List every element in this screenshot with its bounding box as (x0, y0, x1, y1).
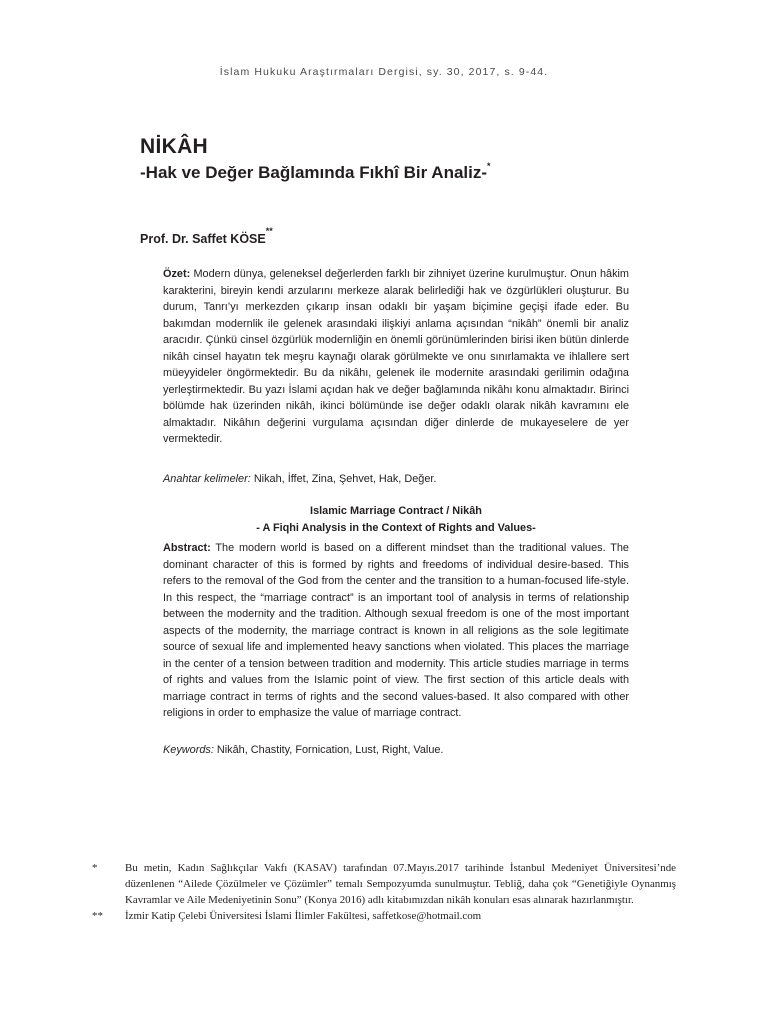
turkish-abstract-label: Özet: (163, 268, 191, 280)
turkish-abstract (163, 266, 629, 448)
english-keywords (163, 742, 629, 759)
english-abstract-text: The modern world is based on a different mindset than the traditional values. The dominant character of this is formed by rights and freedoms of individual desire-based. This refers to the removal of the God from the center and the transition to a human-focused life-style. In this respect, the “marriage contract” is an important tool of analysis in terms of relationship between the modernity and the tradition. Although sexual freedom is one of the most important aspects of the modernity, the marriage contract is known in all religions as the sole legitimate source of sexual life and implemented heavy sanctions when violated. This places the marriage in the center of a tension between tradition and modernity. This article studies marriage in terms of rights and values from the Islamic point of view. The first section of this article deals with marriage contract in terms of rights and the second values-based. It also compared with other religions in order to emphasize the value of marriage contract. (163, 542, 629, 719)
footnotes (92, 860, 676, 924)
footnote (92, 908, 676, 924)
running-header: İslam Hukuku Araştırmaları Dergisi, sy. 30, 2017, s. 9-44. (219, 66, 549, 78)
turkish-keywords-label: Anahtar kelimeler: (163, 473, 251, 485)
turkish-keywords (163, 471, 629, 488)
author-name (140, 226, 273, 246)
turkish-keywords-text: Nikah, İffet, Zina, Şehvet, Hak, Değer. (253, 473, 437, 485)
subtitle-footnote-mark: * (487, 161, 491, 171)
english-subtitle: - A Fiqhi Analysis in the Context of Rights and Values- (256, 522, 536, 534)
footnote-text: Bu metin, Kadın Sağlıkçılar Vakfı (KASAV) tarafından 07.Mayıs.2017 tarihinde İstanbul Medeniyet Üniversitesi’nde düzenlenen “Ailede Çözülmeler ve Çözümler” temalı Sempozyumda sunulmuştur. Tebliğ, daha çok “Genetiğiyle Oynanmış Kavramlar ve Aile Medeniyetinin Sonu” (Konya 2016) adlı kitabımızdan nikâh konuları esas alınarak hazırlanmıştır. (125, 862, 676, 906)
author-footnote-mark: ** (265, 226, 273, 236)
author-name-text: Prof. Dr. Saffet KÖSE (140, 232, 266, 246)
footnote-text: İzmir Katip Çelebi Üniversitesi İslami İlimler Fakültesi, saffetkose@hotmail.com (125, 910, 482, 922)
footnote (92, 860, 676, 908)
english-keywords-label: Keywords: (163, 744, 214, 756)
article-subtitle-text: -Hak ve Değer Bağlamında Fıkhî Bir Analiz- (140, 163, 488, 182)
english-title: Islamic Marriage Contract / Nikâh (310, 505, 482, 517)
footnote-mark: * (92, 862, 98, 874)
english-abstract (163, 540, 629, 722)
footnote-mark: ** (92, 910, 103, 922)
article-subtitle (140, 163, 491, 183)
turkish-abstract-text: Modern dünya, geleneksel değerlerden farklı bir zihniyet üzerine kurulmuştur. Onun hâkim karakterini, bireyin kendi arzularını merkeze alarak belirlediği hak ve özgürlükleri oluşturur. Bu durum, Tanrı’yı merkezden çıkarıp insan odaklı bir yaşam biçimine geçişi ifade eder. Bu bakımdan modernlik ile gelenek arasındaki ilişkiyi anlama açısından “nikâh” önemli bir analiz aracıdır. Çünkü cinsel özgürlük modernliğin en önemli görünümlerinden birisi iken bütün dinlerde nikâh cinsel hayatın tek meşru kaynağı olarak görülmekte ve onu sınırlamakta ve ihlallere sert müeyyideler öngörmektedir. Bu da nikâhı, gelenek ile modernite arasındaki gerilimin odağına yerleştirmektedir. Bu yazı İslami açıdan hak ve değer bağlamında nikâhı konu almaktadır. Birinci bölümde hak üzerinden nikâh, ikinci bölümünde ise değer odaklı olarak nikâh kavramını ele almaktadır. Nikâhın değerini vurgulama açısından diğer dinlerde de mukayeselere de yer vermektedir. (163, 268, 630, 445)
english-title-block (163, 503, 629, 537)
english-abstract-label: Abstract: (163, 542, 211, 554)
article-title: NİKÂH (140, 135, 208, 158)
english-keywords-text: Nikâh, Chastity, Fornication, Lust, Right, Value. (216, 744, 444, 756)
